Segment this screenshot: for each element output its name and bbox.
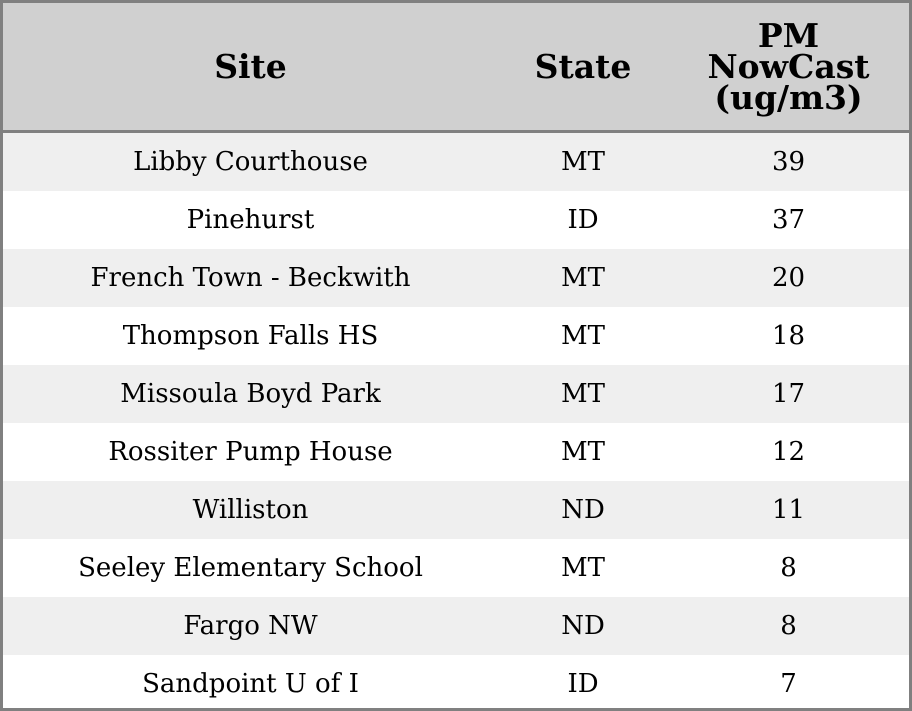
cell-pm-nowcast: 39 [771, 147, 806, 177]
cell-pm-nowcast: 12 [771, 437, 806, 467]
cell-pm-nowcast: 7 [780, 669, 797, 699]
cell-state: MT [561, 379, 605, 409]
table-row [3, 597, 909, 655]
cell-state: ND [561, 495, 605, 525]
cell-pm-nowcast: 8 [780, 611, 797, 641]
cell-site: Pinehurst [186, 205, 315, 235]
column-header-pm-nowcast [668, 3, 909, 130]
cell-site: Missoula Boyd Park [120, 379, 381, 409]
column-header-site: Site [214, 47, 287, 86]
column-header-pm-line-3: (ug/m3) [714, 78, 863, 117]
cell-state: MT [561, 321, 605, 351]
cell-site: Seeley Elementary School [78, 553, 423, 583]
table-row [3, 191, 909, 249]
table-row [3, 481, 909, 539]
cell-state: ID [567, 669, 599, 699]
cell-site: French Town - Beckwith [90, 263, 411, 293]
table-row [3, 655, 909, 711]
table-row [3, 539, 909, 597]
column-header-pm-lines [707, 16, 870, 117]
cell-site: Fargo NW [183, 611, 318, 641]
cell-state: MT [561, 263, 605, 293]
table-header-row [3, 3, 909, 133]
cell-state: MT [561, 437, 605, 467]
cell-site: Libby Courthouse [133, 147, 368, 177]
table-row [3, 307, 909, 365]
table-row [3, 133, 909, 191]
table-row [3, 423, 909, 481]
cell-site: Williston [192, 495, 309, 525]
table-row [3, 249, 909, 307]
column-header-state: State [534, 47, 632, 86]
table-body [3, 133, 909, 711]
cell-pm-nowcast: 37 [771, 205, 806, 235]
column-header-pm-line-1: PM [757, 16, 820, 55]
column-header-pm-line-2: NowCast [707, 47, 870, 86]
cell-pm-nowcast: 8 [780, 553, 797, 583]
table-row [3, 365, 909, 423]
cell-site: Thompson Falls HS [122, 321, 379, 351]
cell-state: ID [567, 205, 599, 235]
cell-pm-nowcast: 11 [771, 495, 806, 525]
cell-pm-nowcast: 17 [771, 379, 806, 409]
cell-state: MT [561, 553, 605, 583]
cell-site: Sandpoint U of I [142, 669, 359, 699]
cell-state: MT [561, 147, 605, 177]
cell-site: Rossiter Pump House [108, 437, 393, 467]
cell-state: ND [561, 611, 605, 641]
cell-pm-nowcast: 20 [771, 263, 806, 293]
cell-pm-nowcast: 18 [771, 321, 806, 351]
